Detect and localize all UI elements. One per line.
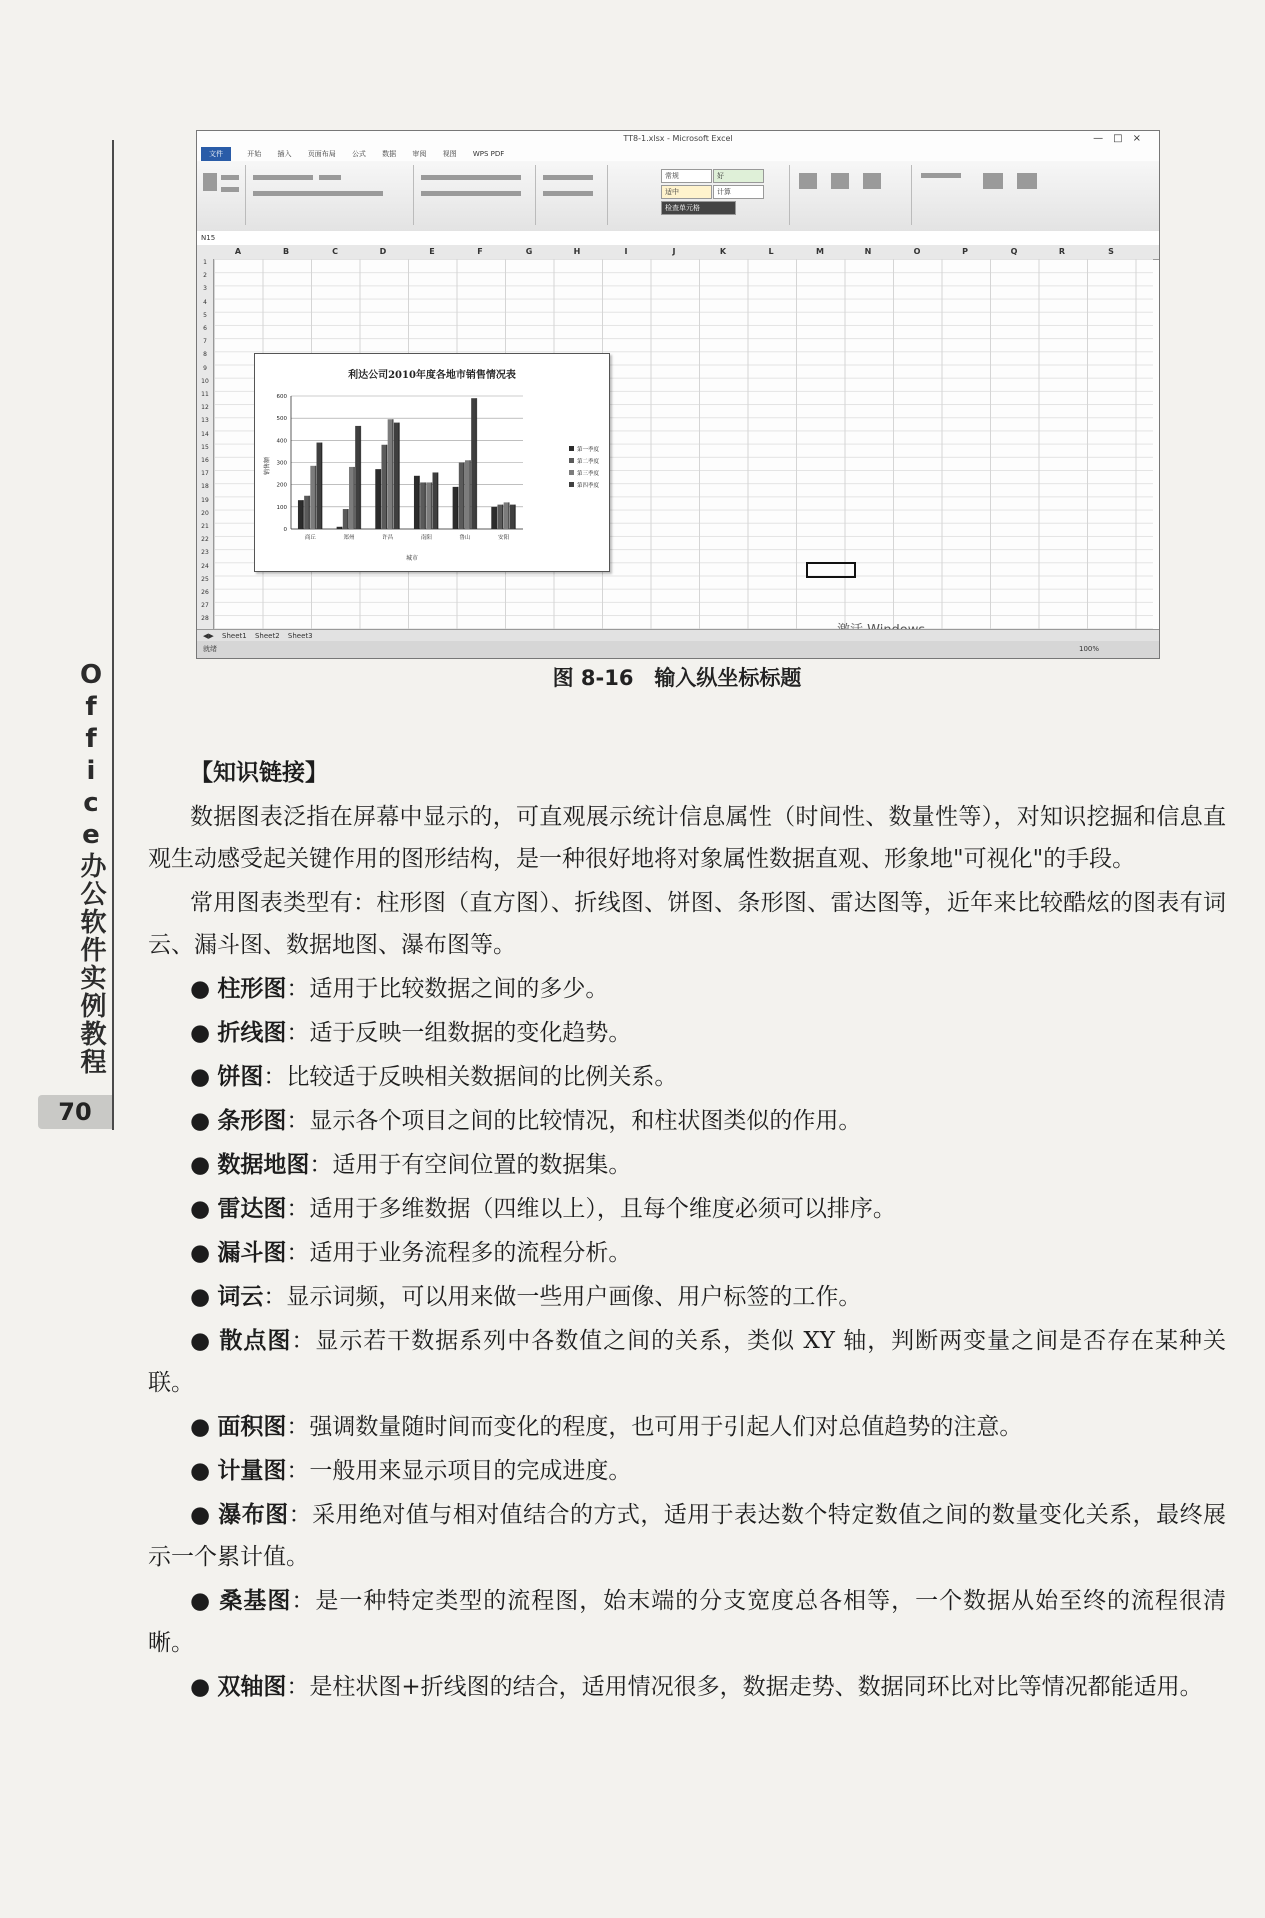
chart-gridlines: [291, 396, 523, 529]
zoom-level[interactable]: 100%: [1078, 645, 1099, 653]
bar-shadow: [437, 472, 438, 529]
paragraph: 常用图表类型有：柱形图（直方图）、折线图、饼图、条形图、雷达图等，近年来比较酷炫的图表有词云、漏斗图、数据地图、瀑布图等。: [148, 890, 1226, 958]
tab-formulas[interactable]: 公式: [351, 150, 366, 158]
definition: 适用于比较数据之间的多少。: [309, 976, 609, 1002]
legend-swatch: [569, 446, 574, 451]
chart-title: 利达公司2010年度各地市销售情况表: [348, 370, 516, 381]
sheet-tab-1[interactable]: Sheet1: [222, 632, 247, 640]
row-headers: [197, 259, 214, 629]
list-item: ● 条形图：显示各个项目之间的比较情况，和柱状图类似的作用。: [190, 1108, 862, 1134]
bar-shadow: [470, 460, 471, 529]
tab-home[interactable]: 开始: [247, 150, 262, 158]
row-header[interactable]: 8: [203, 351, 207, 359]
col-header[interactable]: J: [672, 247, 676, 256]
y-tick-label: 0: [283, 527, 287, 533]
body-text: [148, 752, 1226, 1708]
row-header[interactable]: 3: [203, 285, 207, 293]
window-title: TT8-1.xlsx - Microsoft Excel: [623, 134, 733, 143]
list-item: ● 散点图：显示若干数据系列中各数值之间的关系，类似 XY 轴，判断两变量之间是否存在某种关联。: [148, 1328, 1227, 1396]
tab-view[interactable]: 视图: [442, 150, 457, 158]
legend-label: 第三季度: [577, 471, 600, 477]
list-item: ● 饼图：比较适于反映相关数据间的比例关系。: [190, 1064, 678, 1090]
col-header[interactable]: F: [477, 247, 483, 256]
col-header[interactable]: O: [913, 247, 921, 256]
figure-caption: 图 8-16 输入纵坐标标题: [552, 666, 802, 690]
definition: 一般用来显示项目的完成进度。: [309, 1458, 632, 1484]
term: 数据地图: [217, 1152, 310, 1178]
column-headers: [197, 245, 1159, 260]
row-header[interactable]: 7: [203, 338, 207, 346]
list-item: ● 计量图：一般用来显示项目的完成进度。: [190, 1458, 632, 1484]
term: 计量图: [217, 1458, 287, 1484]
col-header[interactable]: S: [1108, 247, 1114, 256]
x-axis-title: 城市: [405, 555, 419, 562]
definition: 适用于有空间位置的数据集。: [332, 1152, 632, 1178]
bar-shadow: [347, 509, 348, 529]
list-item: ● 漏斗图：适用于业务流程多的流程分析。: [190, 1240, 632, 1266]
row-header[interactable]: 18: [201, 483, 209, 491]
bar-shadow: [514, 505, 515, 529]
tab-page-layout[interactable]: 页面布局: [307, 150, 336, 158]
name-box[interactable]: N15: [201, 234, 216, 242]
style-calculation[interactable]: 计算: [713, 185, 764, 199]
status-ready: 就绪: [203, 645, 217, 653]
definition: 采用绝对值与相对值结合的方式，适用于表达数个特定数值之间的数量变化关系，最终展示一个累计值。: [148, 1502, 1227, 1570]
y-axis-title: 销售额: [264, 456, 271, 476]
y-tick-label: 600: [276, 394, 287, 400]
term: 漏斗图: [217, 1240, 287, 1266]
list-item: ● 桑基图：是一种特定类型的流程图，始末端的分支宽度总各相等，一个数据从始至终的流程很清晰。: [148, 1588, 1227, 1656]
col-header[interactable]: R: [1058, 247, 1066, 256]
definition: 适用于业务流程多的流程分析。: [309, 1240, 632, 1266]
col-header[interactable]: I: [624, 247, 628, 256]
row-header[interactable]: 15: [201, 443, 209, 451]
definition: 显示各个项目之间的比较情况，和柱状图类似的作用。: [309, 1108, 862, 1134]
editing-group: [913, 165, 1063, 225]
bar-shadow: [321, 443, 322, 529]
row-header[interactable]: 11: [201, 391, 209, 398]
definition: 显示词频，可以用来做一些用户画像、用户标签的工作。: [286, 1284, 862, 1310]
row-header[interactable]: 12: [201, 404, 209, 412]
row-header[interactable]: 21: [201, 523, 209, 530]
legend-swatch: [569, 482, 574, 487]
bar-shadow: [303, 500, 304, 529]
tab-wps-pdf[interactable]: WPS PDF: [472, 150, 505, 158]
legend-label: 第四季度: [577, 483, 600, 489]
bar-shadow: [502, 505, 503, 529]
x-tick-label: 鲁山: [459, 535, 471, 541]
row-header[interactable]: 22: [201, 536, 209, 544]
definition: 是一种特定类型的流程图，始末端的分支宽度总各相等，一个数据从始至终的流程很清晰。: [148, 1588, 1227, 1656]
col-header[interactable]: G: [525, 247, 533, 256]
style-normal[interactable]: 常规: [661, 169, 712, 183]
excel-screenshot: [196, 130, 1160, 659]
definition: 是柱状图+折线图的结合，适用情况很多，数据走势、数据同环比对比等情况都能适用。: [309, 1674, 1203, 1700]
term: 桑基图: [219, 1588, 292, 1614]
list-item: ● 雷达图：适用于多维数据（四维以上），且每个维度必须可以排序。: [190, 1196, 896, 1222]
row-header[interactable]: 24: [201, 562, 209, 570]
definition: 显示若干数据系列中各数值之间的关系，类似 XY 轴，判断两变量之间是否存在某种关联。: [148, 1328, 1227, 1396]
chart-object[interactable]: [254, 353, 610, 572]
row-header[interactable]: 26: [201, 589, 209, 596]
bar-shadow: [496, 507, 497, 529]
tab-data[interactable]: 数据: [382, 150, 397, 158]
x-tick-label: 许昌: [382, 535, 394, 541]
legend-label: 第一季度: [577, 447, 600, 453]
x-tick-label: 南阳: [420, 535, 432, 541]
list-item: ● 词云：显示词频，可以用来做一些用户画像、用户标签的工作。: [190, 1284, 862, 1310]
definition: 适用于多维数据（四维以上），且每个维度必须可以排序。: [309, 1196, 896, 1222]
list-item: ● 柱形图：适用于比较数据之间的多少。: [190, 976, 609, 1002]
paragraph: 数据图表泛指在屏幕中显示的，可直观展示统计信息属性（时间性、数量性等），对知识挖掘和信息直观生动感受起关键作用的图形结构，是一种很好地将对象属性数据直观、形象地"可视化"的手段。: [148, 804, 1226, 872]
row-header[interactable]: 2: [203, 272, 207, 280]
book-title: Office办公软件实例教程: [76, 660, 106, 1076]
row-header[interactable]: 10: [201, 377, 209, 385]
sheet-nav-icon[interactable]: ◀▶: [203, 632, 214, 640]
term: 瀑布图: [218, 1502, 289, 1528]
selected-cell[interactable]: [806, 562, 856, 578]
term: 散点图: [219, 1328, 292, 1354]
row-header[interactable]: 4: [203, 298, 207, 306]
sheet-tab-2[interactable]: Sheet2: [254, 632, 280, 640]
y-tick-label: 100: [276, 504, 287, 511]
bar-shadow: [463, 463, 464, 530]
alignment-group: [415, 165, 536, 225]
bar-shadow: [354, 467, 355, 529]
window-controls: —□×: [1093, 133, 1151, 144]
col-header[interactable]: C: [332, 247, 338, 256]
col-header[interactable]: P: [962, 247, 968, 256]
font-group: [247, 165, 414, 225]
list-item: ● 瀑布图：采用绝对值与相对值结合的方式，适用于表达数个特定数值之间的数量变化关系，最终展示一个累计值。: [148, 1502, 1227, 1570]
bar-shadow: [476, 398, 477, 529]
bar-shadow: [508, 502, 509, 529]
chart-legend: [569, 445, 600, 489]
term: 饼图: [217, 1064, 264, 1090]
row-header[interactable]: 13: [201, 417, 209, 425]
list-item: ● 数据地图：适用于有空间位置的数据集。: [190, 1152, 632, 1178]
cells-group: [791, 165, 912, 225]
col-header[interactable]: N: [864, 247, 872, 256]
tab-review[interactable]: 审阅: [412, 150, 427, 158]
cell-grid[interactable]: [214, 259, 1153, 629]
bar-shadow: [392, 419, 393, 529]
bar-shadow: [341, 527, 342, 529]
sheet-tab-3[interactable]: Sheet3: [287, 632, 313, 640]
list-item: ● 面积图：强调数量随时间而变化的程度，也可用于引起人们对总值趋势的注意。: [190, 1414, 1023, 1440]
x-tick-label: 安阳: [498, 535, 510, 541]
row-header[interactable]: 19: [201, 496, 209, 504]
list-item: ● 双轴图：是柱状图+折线图的结合，适用情况很多，数据走势、数据同环比对比等情况都能适用。: [190, 1674, 1203, 1700]
bar-shadow: [398, 423, 399, 529]
row-header[interactable]: 5: [203, 311, 207, 319]
col-header[interactable]: D: [379, 247, 387, 256]
row-header[interactable]: 27: [201, 602, 209, 610]
row-header[interactable]: 28: [201, 615, 209, 623]
row-header[interactable]: 16: [201, 457, 209, 464]
row-header[interactable]: 9: [203, 364, 207, 372]
x-tick-label: 商丘: [304, 535, 316, 541]
legend-swatch: [569, 470, 574, 475]
term: 雷达图: [217, 1196, 287, 1222]
row-header[interactable]: 6: [203, 325, 207, 332]
y-tick-label: 300: [276, 460, 287, 467]
bar-shadow: [386, 445, 387, 529]
bar-shadow: [425, 482, 426, 529]
style-neutral[interactable]: 适中: [661, 185, 712, 199]
row-header[interactable]: 25: [201, 575, 209, 583]
number-group: [537, 165, 608, 225]
col-header[interactable]: M: [816, 247, 824, 256]
bar-shadow: [360, 426, 361, 529]
col-header[interactable]: E: [429, 247, 435, 256]
y-tick-label: 400: [276, 438, 287, 445]
formula-bar[interactable]: [197, 231, 1159, 246]
list-item: ● 折线图：适于反映一组数据的变化趋势。: [190, 1020, 632, 1046]
col-header[interactable]: Q: [1010, 247, 1018, 256]
margin-rule: [112, 140, 114, 1130]
page-number: 70: [38, 1095, 112, 1129]
row-header[interactable]: 14: [201, 430, 209, 438]
term: 词云: [217, 1284, 264, 1310]
bar-shadow: [431, 482, 432, 529]
chart-bars: [298, 398, 516, 529]
row-header[interactable]: 23: [201, 549, 209, 557]
row-header[interactable]: 17: [201, 470, 209, 478]
x-tick-label: 郑州: [343, 535, 355, 541]
row-header[interactable]: 1: [203, 259, 207, 266]
y-tick-label: 200: [276, 482, 287, 489]
definition: 比较适于反映相关数据间的比例关系。: [286, 1064, 678, 1090]
bar-shadow: [457, 487, 458, 529]
col-header[interactable]: K: [719, 247, 727, 256]
col-header[interactable]: A: [234, 247, 242, 256]
bar-shadow: [315, 466, 316, 529]
term: 双轴图: [217, 1674, 287, 1700]
definition: 适于反映一组数据的变化趋势。: [309, 1020, 632, 1046]
term: 面积图: [217, 1414, 287, 1440]
term: 柱形图: [217, 976, 287, 1002]
bar-shadow: [380, 469, 381, 529]
section-heading: 【知识链接】: [190, 760, 328, 786]
styles-group: [609, 165, 790, 225]
row-header[interactable]: 20: [201, 509, 209, 517]
y-tick-label: 500: [276, 416, 287, 423]
style-check-cell[interactable]: 检查单元格: [661, 201, 736, 215]
legend-label: 第二季度: [577, 459, 600, 465]
col-header[interactable]: L: [768, 247, 774, 256]
bar-shadow: [309, 496, 310, 529]
legend-swatch: [569, 458, 574, 463]
bar-chart: [255, 354, 609, 571]
definition: 强调数量随时间而变化的程度，也可用于引起人们对总值趋势的注意。: [309, 1414, 1023, 1440]
ribbon: [197, 161, 1159, 232]
bar-shadow: [419, 476, 420, 529]
tab-file[interactable]: 文件: [201, 147, 231, 161]
style-good[interactable]: 好: [713, 169, 764, 183]
ribbon-tabs: [197, 147, 1159, 161]
term: 条形图: [217, 1108, 287, 1134]
clipboard-group: [197, 165, 246, 225]
col-header[interactable]: H: [573, 247, 581, 256]
term: 折线图: [217, 1020, 287, 1046]
status-bar: [197, 641, 1159, 658]
col-header[interactable]: B: [282, 247, 290, 256]
tab-insert[interactable]: 插入: [277, 150, 292, 158]
